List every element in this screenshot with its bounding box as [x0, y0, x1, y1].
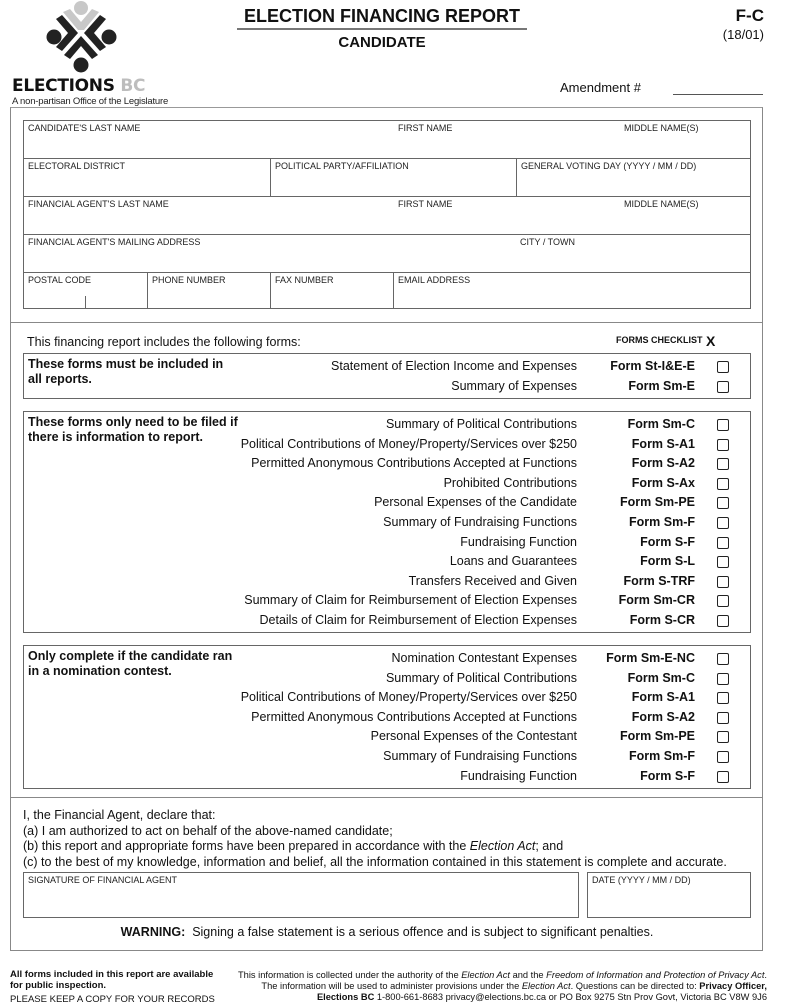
mailing-address: or PO Box 9275 Stn Prov Govt, Victoria BC V8W 9J6	[546, 992, 767, 1002]
form-checkbox[interactable]	[717, 497, 729, 509]
forms-intro: This financing report includes the following forms:	[27, 335, 301, 349]
form-checkbox[interactable]	[717, 478, 729, 490]
form-description: Fundraising Function	[460, 534, 577, 549]
form-code-label: Form S-A2	[631, 709, 695, 724]
form-description: Details of Claim for Reimbursement of Election Expenses	[259, 613, 577, 627]
declaration-clause-b	[23, 839, 727, 855]
clause-b-end: ; and	[535, 839, 564, 853]
privacy-officer-label: Privacy Officer,	[699, 981, 767, 991]
form-checkbox[interactable]	[717, 439, 729, 451]
form-checkbox[interactable]	[717, 692, 729, 704]
form-item	[24, 572, 750, 592]
form-item	[24, 435, 750, 455]
warning-label: WARNING:	[120, 925, 186, 939]
text: . Questions can be directed to:	[570, 981, 700, 991]
warning-text: Signing a false statement is a serious offence and is subject to significant penalties.	[192, 925, 654, 939]
form-checkbox[interactable]	[717, 771, 729, 783]
form-description: Summary of Claim for Reimbursement of Election Expenses	[244, 593, 577, 608]
form-item	[24, 688, 750, 708]
group-note: Only complete if the candidate ran in a nomination contest.	[28, 649, 233, 678]
elections-bc-label: Elections BC	[316, 992, 375, 1002]
fax-number-field[interactable]	[270, 273, 393, 309]
election-act-ref: Election Act	[521, 981, 571, 991]
report-title: ELECTION FINANCING REPORT	[237, 6, 527, 30]
candidate-first-name-field[interactable]	[394, 121, 620, 158]
field-label: FIRST NAME	[398, 199, 453, 209]
form-description: Summary of Expenses	[451, 378, 577, 393]
form-checkbox[interactable]	[717, 458, 729, 470]
candidate-name-row	[24, 121, 750, 159]
candidate-middle-names-field[interactable]	[620, 121, 750, 158]
candidate-info-grid	[23, 120, 751, 309]
form-item	[24, 513, 750, 533]
org-tagline: A non-partisan Office of the Legislature	[12, 96, 169, 107]
forms-checklist-header: FORMS CHECKLIST	[616, 335, 703, 345]
nomination-forms-group	[23, 645, 751, 789]
declaration-clause-c: (c) to the best of my knowledge, information and belief, all the information contained in this statement is complete and accurate.	[23, 854, 727, 869]
form-item	[24, 591, 750, 611]
form-item	[24, 767, 750, 787]
general-voting-day-field[interactable]	[516, 159, 750, 196]
election-act-ref: Election Act	[461, 970, 510, 980]
field-label: FIRST NAME	[398, 123, 453, 133]
form-checkbox[interactable]	[717, 731, 729, 743]
form-code-label: Form S-L	[640, 554, 695, 569]
text: .	[764, 970, 767, 980]
election-act-ref: Election Act	[469, 839, 536, 853]
electoral-district-field[interactable]	[24, 159, 270, 196]
text: and the	[509, 970, 547, 980]
form-description: Permitted Anonymous Contributions Accepted at Functions	[251, 456, 577, 471]
form-checkbox[interactable]	[717, 712, 729, 724]
text: The information will be used to administer provisions under the	[261, 981, 522, 991]
warning-notice	[23, 925, 751, 939]
report-subtitle: CANDIDATE	[338, 34, 426, 51]
checklist-x-mark: X	[706, 333, 716, 349]
field-label: POLITICAL PARTY/AFFILIATION	[275, 161, 409, 171]
field-label: EMAIL ADDRESS	[398, 275, 471, 285]
form-item	[24, 474, 750, 494]
form-code-label: Form S-F	[640, 534, 695, 549]
signature-date-field[interactable]	[587, 872, 751, 918]
group-note: These forms only need to be filed if there is information to report.	[28, 415, 238, 444]
form-item	[24, 357, 750, 377]
field-label: FINANCIAL AGENT'S MAILING ADDRESS	[28, 237, 201, 247]
form-checkbox[interactable]	[717, 653, 729, 665]
city-town-field[interactable]	[516, 235, 750, 272]
org-name-suffix: BC	[120, 76, 146, 96]
form-checkbox[interactable]	[717, 419, 729, 431]
form-code-label: Form S-A2	[631, 456, 695, 471]
field-label: FAX NUMBER	[275, 275, 334, 285]
form-code-label: Form Sm-E-NC	[606, 651, 695, 665]
keep-copy-notice: PLEASE KEEP A COPY FOR YOUR RECORDS	[10, 994, 215, 1005]
form-code-label: Form Sm-E	[628, 378, 695, 393]
public-notice-text: All forms included in this report are available for public inspection.	[10, 969, 214, 991]
field-label: GENERAL VOTING DAY (YYYY / MM / DD)	[521, 161, 697, 171]
form-description: Summary of Fundraising Functions	[383, 515, 577, 529]
contact-row	[24, 273, 750, 309]
field-label: CANDIDATE'S LAST NAME	[28, 123, 141, 133]
form-description: Summary of Political Contributions	[385, 670, 577, 685]
form-description: Prohibited Contributions	[443, 475, 577, 490]
agent-first-name-field[interactable]	[394, 197, 620, 234]
postal-code-field[interactable]	[24, 273, 147, 309]
form-checkbox[interactable]	[717, 537, 729, 549]
privacy-line-3	[215, 992, 767, 1003]
agent-middle-names-field[interactable]	[620, 197, 750, 234]
candidate-last-name-field[interactable]	[24, 121, 394, 158]
form-code-label: Form S-A1	[631, 436, 695, 451]
declaration-intro: I, the Financial Agent, declare that:	[23, 808, 216, 822]
optional-forms-group	[23, 411, 751, 633]
form-item	[24, 611, 750, 631]
phone-number: 1-800-661-8683	[374, 992, 446, 1002]
form-item	[24, 747, 750, 767]
form-item	[24, 669, 750, 689]
email-address-field[interactable]	[393, 273, 750, 309]
phone-number-field[interactable]	[147, 273, 270, 309]
form-item	[24, 533, 750, 553]
field-label: FINANCIAL AGENT'S LAST NAME	[28, 199, 169, 209]
form-code-label: Form Sm-PE	[619, 729, 695, 744]
form-checkbox[interactable]	[717, 595, 729, 607]
field-label: CITY / TOWN	[520, 237, 576, 247]
form-item	[24, 649, 750, 669]
form-item	[24, 708, 750, 728]
form-item	[24, 454, 750, 474]
form-code-label: Form Sm-C	[627, 670, 695, 685]
declaration-text	[23, 808, 727, 870]
amendment-field[interactable]	[673, 94, 763, 95]
form-code-label: Form S-TRF	[623, 573, 695, 588]
form-description: Loans and Guarantees	[449, 554, 577, 569]
agent-mailing-address-field[interactable]	[24, 235, 516, 272]
clause-b-text: (b) this report and appropriate forms have been prepared in accordance with the	[23, 839, 470, 853]
form-checkbox[interactable]	[717, 381, 729, 393]
field-label: ELECTORAL DISTRICT	[28, 161, 126, 171]
field-label: MIDDLE NAME(S)	[624, 123, 699, 133]
field-label: PHONE NUMBER	[152, 275, 226, 285]
form-code-label: Form Sm-CR	[618, 593, 695, 608]
field-label: MIDDLE NAME(S)	[624, 199, 699, 209]
logo-emblem-icon	[30, 0, 130, 80]
form-checkbox[interactable]	[717, 615, 729, 627]
agent-last-name-field[interactable]	[24, 197, 394, 234]
agent-address-row	[24, 235, 750, 273]
privacy-line-1	[215, 970, 767, 981]
field-label: POSTAL CODE	[28, 275, 92, 285]
political-party-field[interactable]	[270, 159, 516, 196]
form-checkbox[interactable]	[717, 751, 729, 763]
foippa-ref: Freedom of Information and Protection of Privacy Act	[546, 970, 765, 980]
form-item	[24, 552, 750, 572]
form-code-label: Form S-A1	[631, 690, 695, 705]
form-code: F-C	[735, 6, 764, 25]
group-note: These forms must be included in all reports.	[28, 357, 224, 386]
district-row	[24, 159, 750, 197]
form-item	[24, 415, 750, 435]
form-checkbox[interactable]	[717, 673, 729, 685]
signature-field[interactable]	[23, 872, 579, 918]
privacy-notice	[215, 970, 767, 1003]
form-description: Permitted Anonymous Contributions Accepted at Functions	[251, 709, 577, 724]
form-code-label: Form Sm-C	[627, 417, 695, 431]
agent-name-row	[24, 197, 750, 235]
org-name	[12, 76, 145, 96]
form-description: Nomination Contestant Expenses	[391, 651, 577, 665]
amendment-label: Amendment #	[560, 80, 641, 95]
form-description: Statement of Election Income and Expenses	[331, 359, 577, 373]
section-divider	[10, 797, 763, 798]
org-name-main: ELECTIONS	[12, 76, 115, 96]
form-version: (18/01)	[722, 27, 764, 42]
text: This information is collected under the authority of the	[237, 970, 462, 980]
form-description: Political Contributions of Money/Property/Services over $250	[240, 436, 577, 451]
form-code-label: Form S-F	[640, 768, 695, 783]
declaration-clause-a: (a) I am authorized to act on behalf of the above-named candidate;	[23, 823, 393, 838]
required-forms-group	[23, 353, 751, 399]
form-checkbox[interactable]	[717, 556, 729, 568]
section-divider	[10, 322, 763, 323]
form-checkbox[interactable]	[717, 361, 729, 373]
form-description: Personal Expenses of the Contestant	[370, 729, 577, 744]
form-description: Summary of Fundraising Functions	[383, 749, 577, 763]
form-item	[24, 493, 750, 513]
form-description: Fundraising Function	[460, 768, 577, 783]
form-description: Transfers Received and Given	[408, 573, 577, 588]
form-code-label: Form S-CR	[629, 613, 695, 627]
form-code-label: Form Sm-PE	[619, 495, 695, 510]
elections-bc-logo	[30, 0, 130, 80]
form-description: Personal Expenses of the Candidate	[374, 495, 577, 510]
privacy-email-link[interactable]: privacy@elections.bc.ca	[445, 992, 547, 1002]
postal-code-divider	[85, 296, 86, 309]
form-code-label: Form Sm-F	[629, 515, 695, 529]
field-label: DATE (YYYY / MM / DD)	[592, 875, 691, 885]
field-label: SIGNATURE OF FINANCIAL AGENT	[28, 875, 178, 885]
form-checkbox[interactable]	[717, 517, 729, 529]
public-inspection-notice	[10, 969, 220, 991]
form-code-label: Form S-Ax	[631, 475, 695, 490]
form-item	[24, 727, 750, 747]
form-description: Political Contributions of Money/Property/Services over $250	[240, 690, 577, 705]
form-code-label: Form St-I&E-E	[610, 359, 695, 373]
form-description: Summary of Political Contributions	[385, 417, 577, 431]
form-item	[24, 377, 750, 397]
form-checkbox[interactable]	[717, 576, 729, 588]
form-code-label: Form Sm-F	[629, 749, 695, 763]
privacy-line-2	[215, 981, 767, 992]
